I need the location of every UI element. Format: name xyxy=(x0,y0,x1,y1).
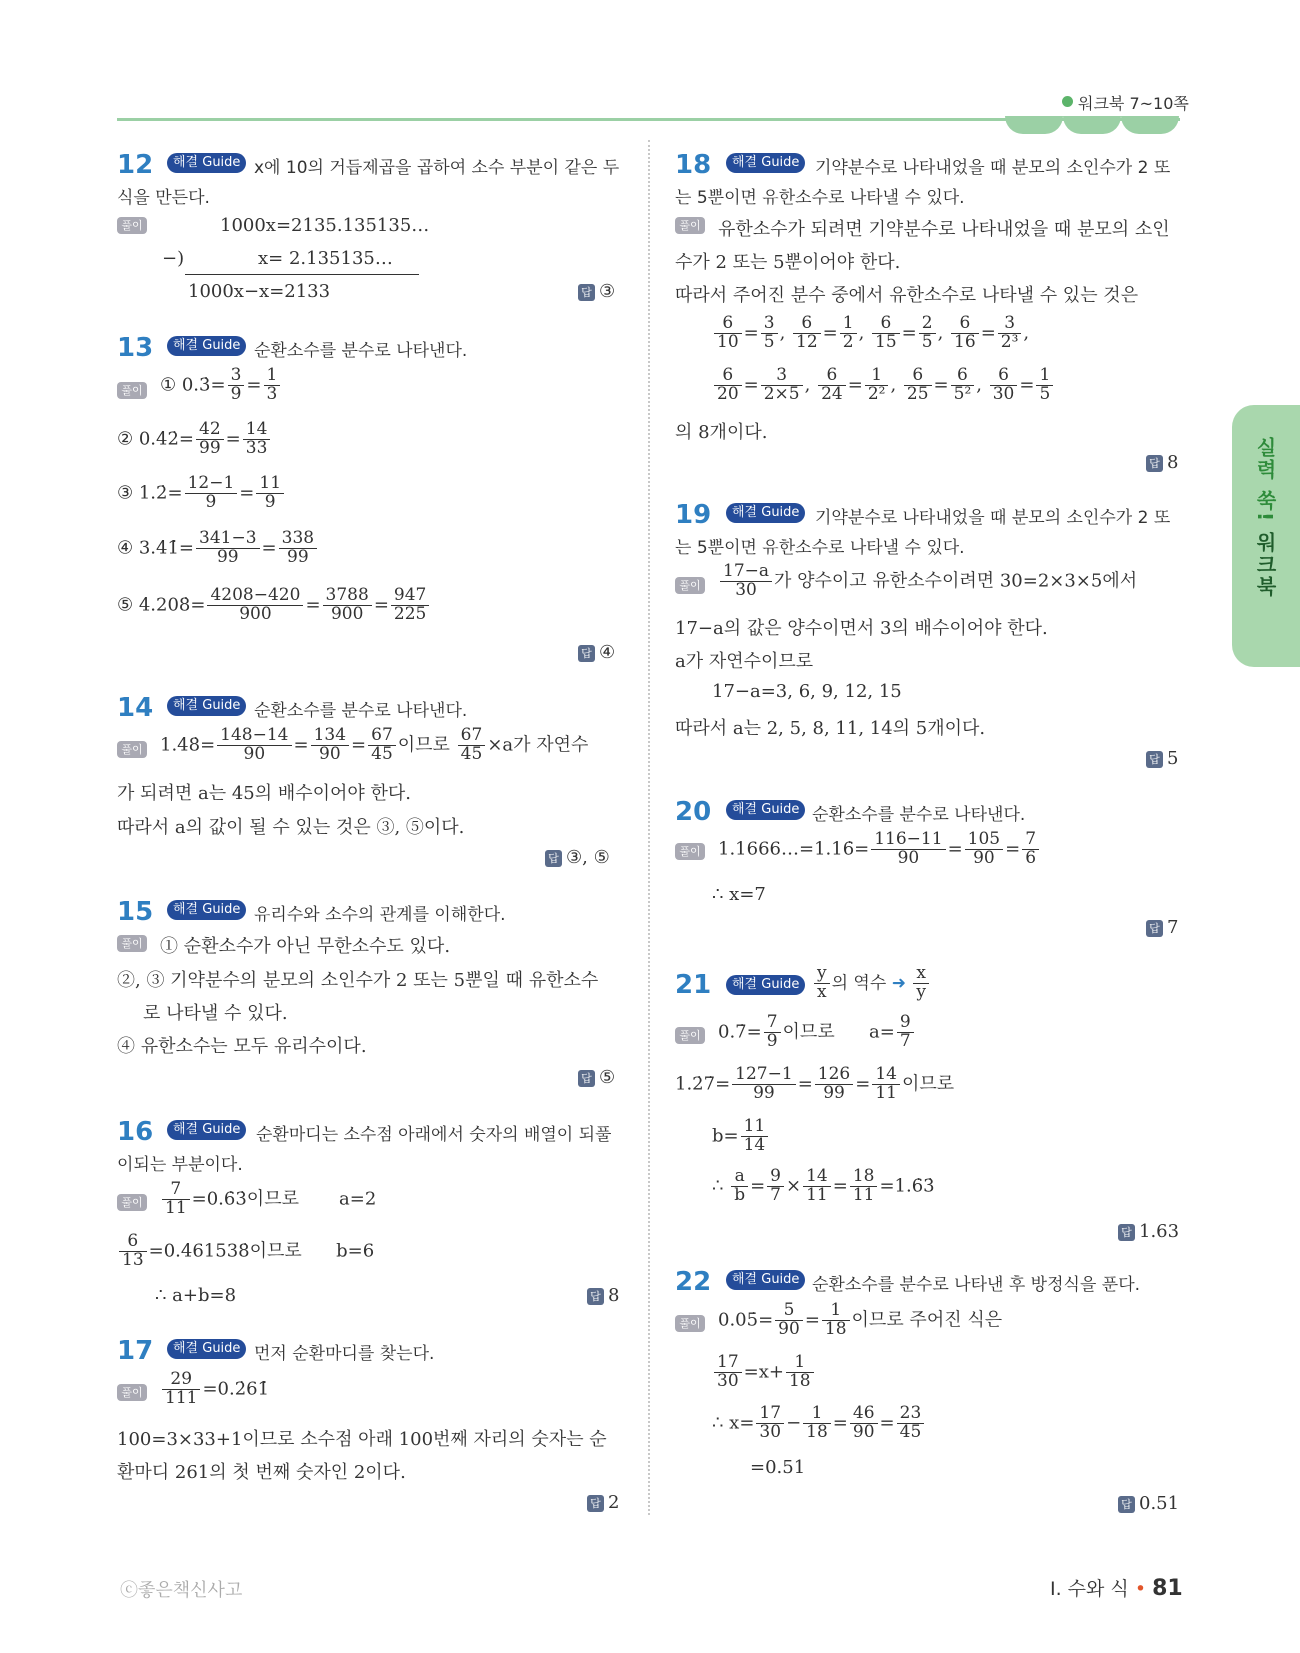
problem-number: 22 xyxy=(675,1267,712,1297)
answer-badge: 답 xyxy=(1118,1224,1135,1241)
guide-text: $\frac{y}{x}$ 의 역수 ➜ $\frac{x}{y}$ xyxy=(812,965,931,1002)
answer xyxy=(587,1492,619,1513)
problem-number: 13 xyxy=(117,333,154,363)
guide-text-mid: 의 역수 xyxy=(831,973,887,994)
answer xyxy=(1146,917,1178,938)
solution-line: ∴ x= $\frac{17}{30}$ − $\frac{1}{18}$ = $\frac{46}{90}$ = $\frac{23}{45}$ xyxy=(712,1405,926,1442)
guide-badge: 해결 Guide xyxy=(167,336,246,356)
side-tab-label: 워크북 xyxy=(1253,532,1277,599)
guide-text: 는 5뿐이면 유한소수로 나타낼 수 있다. xyxy=(675,538,965,558)
arrow-right-icon: ➜ xyxy=(891,973,906,994)
solution-line: 1.48̇= $\frac{148-14}{90}$ = $\frac{134}{90}$ = $\frac{67}{45}$ 이므로 $\frac{67}{45}$ ×a가 자연수 xyxy=(160,725,589,764)
solution-line: 유한소수가 되려면 기약분수로 나타내었을 때 분모의 소인 xyxy=(718,219,1170,240)
answer xyxy=(578,642,615,663)
solution-line: ∴ $\frac{a}{b}$ = $\frac{9}{7}$ × $\frac{14}{11}$ = $\frac{18}{11}$ =1.6̇3̇ xyxy=(712,1166,935,1205)
header-scallop xyxy=(1121,116,1179,134)
guide-badge: 해결 Guide xyxy=(167,900,246,920)
solution-line: b= $\frac{11}{14}$ xyxy=(712,1118,770,1155)
guide-text: 식을 만든다. xyxy=(117,188,210,208)
subtraction-rule xyxy=(185,274,419,275)
answer-value: 5 xyxy=(1167,748,1179,769)
guide-badge: 해결 Guide xyxy=(726,800,805,820)
answer xyxy=(587,1285,619,1306)
solution-line: $\frac{29}{111}$ =0.2̇61̇ xyxy=(160,1371,269,1408)
solution-line: $\frac{6}{20}$ = $\frac{3}{2\times 5}$ , $\frac{6}{24}$ = $\frac{1}{\text{2²}}$ , $\frac{6}{25}$ = $\frac{6}{\text{5²}}$ , $\frac{6}{30}$ = $\frac{1}{5}$ xyxy=(712,367,1055,404)
solution-badge: 풀이 xyxy=(675,843,705,860)
guide-badge: 해결 Guide xyxy=(726,503,805,523)
solution-badge: 풀이 xyxy=(675,217,705,234)
problem-number: 18 xyxy=(675,150,712,180)
solution-line: 1.1666…=1.16̇= $\frac{116-11}{90}$ = $\frac{105}{90}$ = $\frac{7}{6}$ xyxy=(718,831,1041,868)
column-divider xyxy=(648,140,650,1515)
guide-badge: 해결 Guide xyxy=(726,975,805,995)
answer-badge: 답 xyxy=(578,284,595,301)
header-scallop xyxy=(1063,116,1121,134)
solution-line: ① 순환소수가 아닌 무한소수도 있다. xyxy=(160,936,451,957)
solution-line: $\frac{6}{10}$ = $\frac{3}{5}$ , $\frac{6}{12}$ = $\frac{1}{2}$ , $\frac{6}{15}$ = $\frac{2}{5}$ , $\frac{6}{16}$ = $\frac{3}{\text{2³}}$ , xyxy=(712,315,1029,352)
guide-text: x에 10의 거듭제곱을 곱하여 소수 부분이 같은 두 xyxy=(254,158,620,178)
solution-text: 이므로 주어진 식은 xyxy=(851,1309,1003,1331)
answer-value: ③ xyxy=(599,281,616,302)
solution-line: 1.2̇7̇= $\frac{127-1}{99}$ = $\frac{126}{99}$ = $\frac{14}{11}$ 이므로 xyxy=(675,1064,955,1103)
guide-text: 먼저 순환마디를 찾는다. xyxy=(254,1344,435,1364)
solution-line: 1000x−x=2133 xyxy=(188,281,331,302)
solution-line: 1000x=2135.135135… xyxy=(220,215,430,236)
solution-text: 가 양수이고 유한소수이려면 30=2×3×5에서 xyxy=(774,570,1138,592)
answer-value: ③, ⑤ xyxy=(566,847,610,868)
section-label: Ⅰ. 수와 식 xyxy=(1050,1578,1129,1600)
solution-line: ④ 3.4̇1̇= $\frac{341-3}{99}$ = $\frac{338}{99}$ xyxy=(117,530,319,567)
answer-value: 1.63 xyxy=(1139,1221,1180,1242)
guide-text: 순환마디는 소수점 아래에서 숫자의 배열이 되풀 xyxy=(256,1125,612,1145)
solution-badge: 풀이 xyxy=(117,741,147,758)
workbook-dot-icon xyxy=(1062,96,1073,107)
answer xyxy=(578,281,615,302)
guide-text: 기약분수로 나타내었을 때 분모의 소인수가 2 또 xyxy=(815,158,1171,178)
answer-badge: 답 xyxy=(578,645,595,662)
solution-line: 환마디 261의 첫 번째 숫자인 2이다. xyxy=(117,1462,406,1483)
solution-line: ∴ x=7 xyxy=(712,884,766,905)
solution-line: $\frac{17-a}{30}$ 가 양수이고 유한소수이려면 30=2×3×5에서 xyxy=(718,563,1137,600)
answer-badge: 답 xyxy=(1146,920,1163,937)
guide-badge: 해결 Guide xyxy=(726,1270,805,1290)
solution-badge: 풀이 xyxy=(675,1027,705,1044)
solution-line: 0.05̇= $\frac{5}{90}$ = $\frac{1}{18}$ 이므로 주어진 식은 xyxy=(718,1300,1003,1339)
answer-badge: 답 xyxy=(1146,455,1163,472)
answer-value: 2 xyxy=(608,1492,620,1513)
solution-line: $\frac{17}{30}$ =x+ $\frac{1}{18}$ xyxy=(712,1354,816,1391)
guide-badge: 해결 Guide xyxy=(167,1120,246,1140)
guide-text: 기약분수로 나타내었을 때 분모의 소인수가 2 또 xyxy=(815,508,1171,528)
guide-badge: 해결 Guide xyxy=(726,153,805,173)
solution-line: ③ 1.2̇= $\frac{12-1}{9}$ = $\frac{11}{9}$ xyxy=(117,475,286,512)
answer xyxy=(1146,748,1178,769)
solution-line: ∴ a+b=8 xyxy=(155,1285,237,1306)
workbook-reference: 워크북 7~10쪽 xyxy=(1078,94,1189,113)
guide-text: 는 5뿐이면 유한소수로 나타낼 수 있다. xyxy=(675,188,965,208)
answer xyxy=(1118,1493,1179,1514)
solution-line: x= 2.135135… xyxy=(258,248,393,269)
problem-number: 19 xyxy=(675,500,712,530)
solution-line: $\frac{7}{11}$ =0.6̇3̇이므로 a=2 xyxy=(160,1181,376,1218)
solution-line: 수가 2 또는 5뿐이어야 한다. xyxy=(675,252,901,273)
guide-text: 유리수와 소수의 관계를 이해한다. xyxy=(254,905,506,925)
solution-line: ② 0.4̇2̇= $\frac{42}{99}$ = $\frac{14}{33}$ xyxy=(117,421,272,458)
guide-text: 순환소수를 분수로 나타낸다. xyxy=(254,341,468,361)
answer-badge: 답 xyxy=(587,1495,604,1512)
problem-number: 16 xyxy=(117,1117,154,1147)
solution-line: 17−a=3, 6, 9, 12, 15 xyxy=(712,681,902,702)
header-scallop xyxy=(1005,116,1063,134)
problem-number: 15 xyxy=(117,897,154,927)
solution-badge: 풀이 xyxy=(117,1194,147,1211)
solution-line: ②, ③ 기약분수의 분모의 소인수가 2 또는 5뿐일 때 유한소수 xyxy=(117,970,599,991)
solution-line: 따라서 a의 값이 될 수 있는 것은 ③, ⑤이다. xyxy=(117,817,465,838)
answer-value: 8 xyxy=(608,1285,620,1306)
solution-badge: 풀이 xyxy=(117,217,147,234)
guide-badge: 해결 Guide xyxy=(167,696,246,716)
guide-badge: 해결 Guide xyxy=(167,1339,246,1359)
bullet-icon: • xyxy=(1134,1578,1147,1600)
problem-number: 17 xyxy=(117,1336,154,1366)
solution-line: 의 8개이다. xyxy=(675,422,768,443)
answer-badge: 답 xyxy=(545,850,562,867)
solution-badge: 풀이 xyxy=(117,382,147,399)
answer-badge: 답 xyxy=(587,1288,604,1305)
solution-line: ④ 유한소수는 모두 유리수이다. xyxy=(117,1036,367,1057)
solution-line: a가 자연수이므로 xyxy=(675,651,814,672)
answer xyxy=(1146,452,1178,473)
answer-value: ⑤ xyxy=(599,1067,616,1088)
solution-badge: 풀이 xyxy=(117,935,147,952)
side-tab xyxy=(1232,405,1300,667)
answer-badge: 답 xyxy=(578,1070,595,1087)
solution-line: ① 0.3̇= $\frac{3}{9}$ = $\frac{1}{3}$ xyxy=(160,367,282,404)
problem-number: 12 xyxy=(117,150,154,180)
solution-line: 로 나타낼 수 있다. xyxy=(143,1003,288,1024)
solution-line: 가 되려면 a는 45의 배수이어야 한다. xyxy=(117,783,412,804)
problem-number: 14 xyxy=(117,693,154,723)
guide-text: 순환소수를 분수로 나타낸다. xyxy=(254,701,468,721)
solution-line: =0.51 xyxy=(750,1457,806,1478)
solution-line: 17−a의 값은 양수이면서 3의 배수이어야 한다. xyxy=(675,618,1048,639)
guide-badge: 해결 Guide xyxy=(167,153,246,173)
solution-line: 따라서 주어진 분수 중에서 유한소수로 나타낼 수 있는 것은 xyxy=(675,285,1139,306)
page-footer xyxy=(1050,1574,1183,1601)
answer-badge: 답 xyxy=(1118,1496,1135,1513)
guide-text: 순환소수를 분수로 나타낸다. xyxy=(812,805,1026,825)
subtraction-sign: −) xyxy=(162,248,185,269)
answer-value: ④ xyxy=(599,642,616,663)
answer xyxy=(1118,1221,1179,1242)
solution-line: 0.7̇= $\frac{7}{9}$ 이므로 a= $\frac{9}{7}$ xyxy=(718,1014,916,1051)
problem-number: 21 xyxy=(675,970,712,1000)
guide-text: 이되는 부분이다. xyxy=(117,1155,243,1175)
solution-line: $\frac{6}{13}$ =0.4̇61538̇이므로 b=6 xyxy=(117,1233,374,1270)
solution-badge: 풀이 xyxy=(675,1315,705,1332)
solution-line: ⑤ 4.208̇= $\frac{4208-420}{900}$ = $\frac{3788}{900}$ = $\frac{947}{225}$ xyxy=(117,587,431,624)
answer xyxy=(578,1067,615,1088)
side-tab-highlight: 실력 쑥! xyxy=(1253,437,1277,524)
page-number: 81 xyxy=(1152,1576,1183,1601)
solution-line: 따라서 a는 2, 5, 8, 11, 14의 5개이다. xyxy=(675,718,986,739)
solution-badge: 풀이 xyxy=(675,577,705,594)
answer-value: 0.51 xyxy=(1139,1493,1180,1514)
problem-number: 20 xyxy=(675,797,712,827)
answer-value: 7 xyxy=(1167,917,1179,938)
answer-badge: 답 xyxy=(1146,751,1163,768)
copyright: ⓒ좋은책신사고 xyxy=(120,1580,243,1601)
solution-line: 100=3×33+1이므로 소수점 아래 100번째 자리의 숫자는 순 xyxy=(117,1429,607,1450)
guide-text: 순환소수를 분수로 나타낸 후 방정식을 푼다. xyxy=(812,1275,1141,1295)
answer-value: 8 xyxy=(1167,452,1179,473)
answer xyxy=(545,847,610,868)
solution-badge: 풀이 xyxy=(117,1384,147,1401)
